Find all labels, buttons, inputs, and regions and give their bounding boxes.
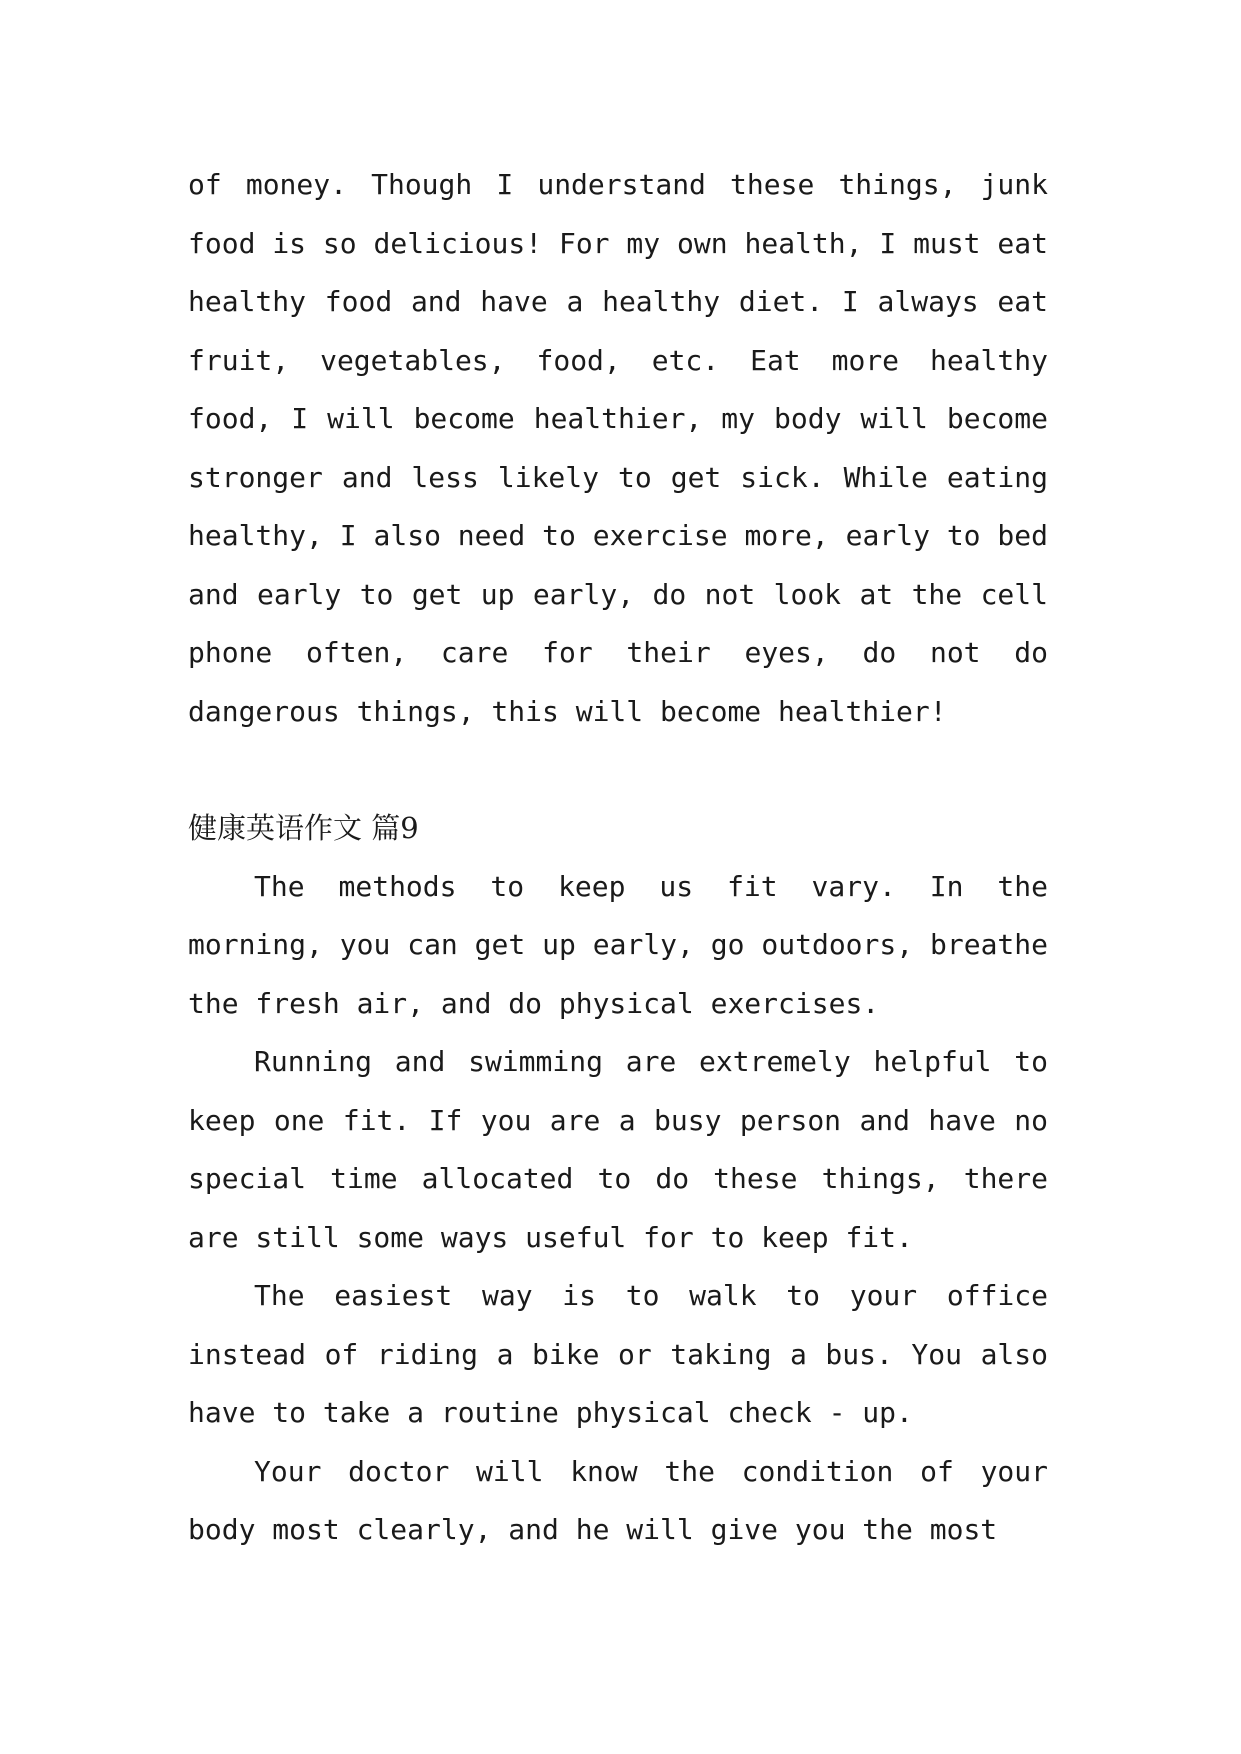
body-paragraph-2: Running and swimming are extremely helpful to keep one fit. If you are a busy person and have no special time allocated to do these things, there are still some ways useful for to keep fit. [188, 1045, 1048, 1254]
section-spacer [188, 741, 1048, 799]
body-paragraph-3: The easiest way is to walk to your office instead of riding a bike or taking a bus. You also have to take a routine physical check - up. [188, 1279, 1048, 1429]
document-page [188, 156, 1048, 1560]
body-paragraph-1: The methods to keep us fit vary. In the morning, you can get up early, go outdoors, breathe the fresh air, and do physical exercises. [188, 869, 1048, 1020]
section-heading: 健康英语作文 篇9 [188, 811, 419, 845]
body-paragraph-4: Your doctor will know the condition of your body most clearly, and he will give you the most [188, 1454, 1048, 1546]
continuation-paragraph: of money. Though I understand these things, junk food is so delicious! For my own health, I must eat healthy food and have a healthy diet. I always eat fruit, vegetables, food, etc. Eat more healthy food, I will become healthier, my body will become stronger and less likely to get sick. While eating healthy, I also need to exercise more, early to bed and early to get up early, do not look at the cell phone often, care for their eyes, do not do dangerous things, this will become healthier! [188, 168, 1048, 728]
